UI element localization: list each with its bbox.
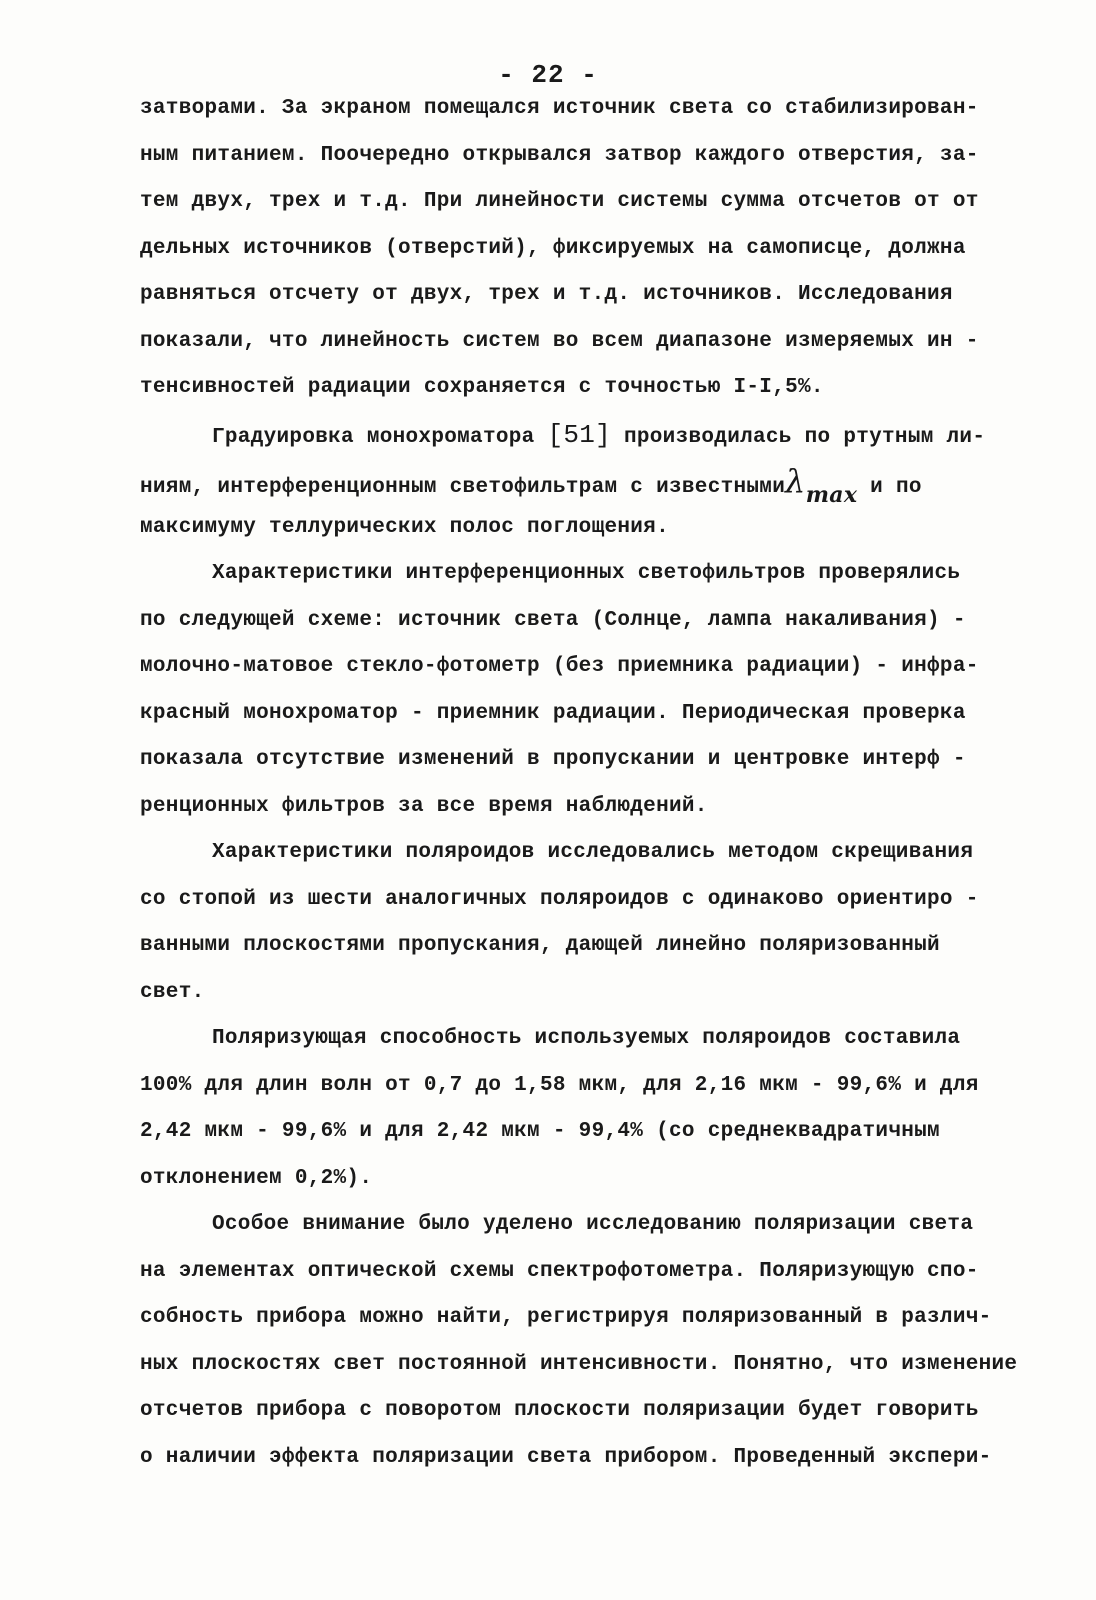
paragraph-6 [140,1202,1070,1481]
text-line: 2,42 мкм - 99,6% и для 2,42 мкм - 99,4% (со среднеквадратичным [140,1120,940,1143]
text-line: Характеристики интерференционных светофильтров проверялись [212,562,961,585]
text-fragment: производилась по ртутным ли- [611,425,986,449]
lambda-symbol: λ [785,462,806,500]
paragraph-4 [140,830,1070,1016]
paragraph-1 [140,86,1070,412]
paragraph-3 [140,551,1070,830]
text-line: отсчетов прибора с поворотом плоскости поляризации будет говорить [140,1399,979,1422]
text-line: красный монохроматор - приемник радиации. Периодическая проверка [140,701,966,725]
page-number: - 22 - [498,60,598,90]
text-line: Характеристики поляроидов исследовались методом скрещивания [212,841,974,864]
text-line: тем двух, трех и т.д. При линейности системы сумма отсчетов от от [140,190,979,213]
paragraph-2 [140,412,1070,552]
text-line: дельных источников (отверстий), фиксируемых на самописце, должна [140,236,966,260]
text-line: молочно-матовое стекло-фотометр (без приемника радиации) - инфра- [140,655,979,678]
text-line: Поляризующая способность используемых поляроидов составила [212,1027,961,1050]
paragraph-5 [140,1016,1070,1202]
text-line: отклонением 0,2%). [140,1166,373,1190]
text-line: на элементах оптической схемы спектрофотометра. Поляризующую спо- [140,1259,979,1283]
page-body [140,86,1070,1481]
text-line: о наличии эффекта поляризации света прибором. Проведенный экспери- [140,1445,992,1469]
text-line: ванными плоскостями пропускания, дающей линейно поляризованный [140,934,940,957]
text-line: ных плоскостях свет постоянной интенсивности. Понятно, что изменение [140,1352,1018,1376]
text-line: собность прибора можно найти, регистрируя поляризованный в различ- [140,1306,992,1329]
text-line: показала отсутствие изменений в пропускании и центровке интерф - [140,748,966,771]
text-line: равняться отсчету от двух, трех и т.д. источников. Исследования [140,283,953,306]
text-line: тенсивностей радиации сохраняется с точностью I-I,5%. [140,376,824,399]
text-line [140,412,1070,459]
text-line: максимуму теллурических полос поглощения. [140,515,669,539]
text-line: 100% для длин волн от 0,7 до 1,58 мкм, для 2,16 мкм - 99,6% и для [140,1073,979,1097]
text-fragment: Градуировка монохроматора [212,425,548,449]
text-line: Особое внимание было уделено исследованию поляризации света [212,1213,974,1236]
text-line: со стопой из шести аналогичных поляроидов с одинаково ориентиро - [140,887,979,911]
text-line: ренционных фильтров за все время наблюдений. [140,794,708,818]
citation-reference: [51] [547,419,612,450]
text-line: свет. [140,980,205,1004]
text-fragment: ниям, интерференционным светофильтрам с известными [140,476,786,499]
text-line: затворами. За экраном помещался источник света со стабилизирован- [140,97,979,120]
lambda-subscript: max [805,482,858,505]
text-fragment: и по [857,476,922,499]
text-line: показали, что линейность систем во всем диапазоне измеряемых ин - [140,329,979,353]
text-line [140,458,1070,505]
text-line: ным питанием. Поочередно открывался затвор каждого отверстия, за- [140,143,979,167]
text-line: по следующей схеме: источник света (Солнце, лампа накаливания) - [140,608,966,632]
